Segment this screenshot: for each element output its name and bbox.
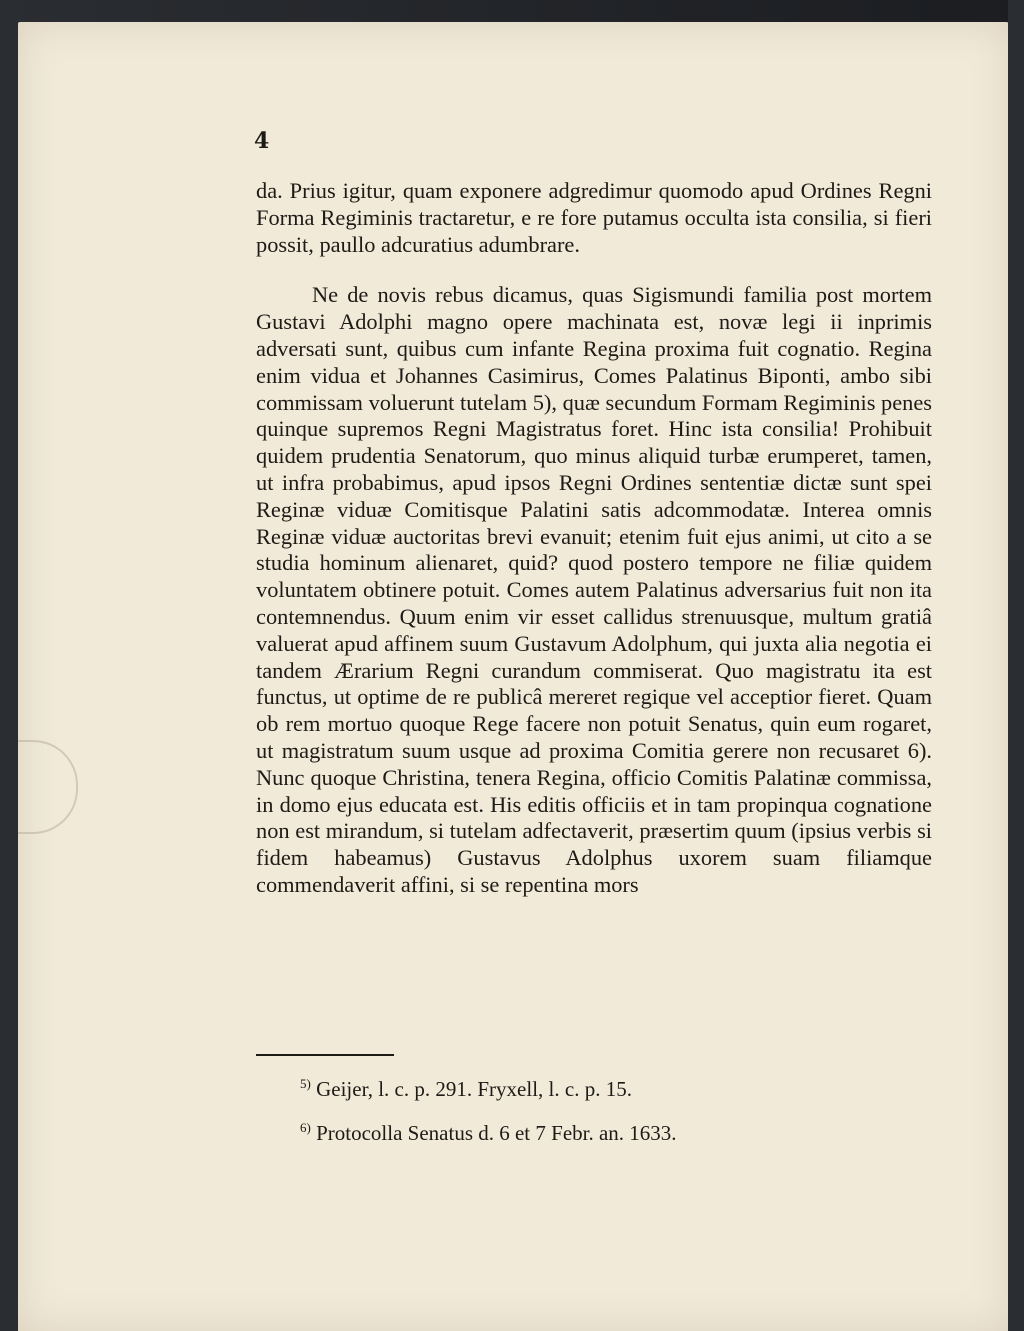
footnote-mark: 5): [300, 1076, 311, 1091]
body-text: [256, 178, 932, 899]
book-binding-edge: [1008, 0, 1024, 1331]
footnote-6: [300, 1120, 677, 1146]
footnote-mark: 6): [300, 1120, 311, 1135]
footnote-separator: [256, 1054, 394, 1056]
paragraph-1: da. Prius igitur, quam exponere adgredimur quomodo apud Ordines Regni Forma Regiminis tractaretur, e re fore putamus occulta ista consilia, si fieri possit, paullo adcuratius adumbrare.: [256, 178, 932, 257]
paragraph-2: Ne de novis rebus dicamus, quas Sigismundi familia post mortem Gustavi Adolphi magno opere machinata est, novæ legi ii inprimis adversati sunt, quibus cum infante Regina proxima fuit cognatio. Regina enim vidua et Johannes Casimirus, Comes Palatinus Biponti, ambo sibi commissam voluerunt tutelam 5), quæ secundum Formam Regiminis penes quinque supremos Regni Magistratus foret. Hinc ista consilia! Prohibuit quidem prudentia Senatorum, quo minus aliquid turbæ erumperet, tamen, ut infra probabimus, apud ipsos Regni Ordines sententiæ dictæ sunt spei Reginæ viduæ Comitisque Palatini satis adcommodatæ. Interea omnis Reginæ viduæ auctoritas brevi evanuit; etenim fuit ejus animi, ut cito a se studia hominum alienaret, quid? quod postero tempore ne filiæ quidem voluntatem obtinere potuit. Comes autem Palatinus adversarius fuit non ita contemnendus. Quum enim vir esset callidus strenuusque, multum gratiâ valuerat apud affinem suum Gustavum Adolphum, qui juxta alia negotia ei tandem Ærarium Regni curandum commiserat. Quo magistratu ita est functus, ut optime de re publicâ mereret regique vel acceptior fieret. Quam ob rem mortuo quoque Rege facere non potuit Senatus, quin eum rogaret, ut magistratum suum usque ad proxima Comitia gerere non recusaret 6). Nunc quoque Christina, tenera Regina, officio Comitis Palatinæ commissa, in domo ejus educata est. His editis officiis et in tam propinqua cognatione non est mirandum, si tutelam adfectaverit, præsertim quum (ipsius verbis si fidem habeamus) Gustavus Adolphus uxorem suam filiamque commendaverit affini, si se repentina mors: [256, 282, 932, 897]
footnote-text: Geijer, l. c. p. 291. Fryxell, l. c. p. 15.: [316, 1077, 632, 1101]
page-number: 4: [254, 128, 270, 154]
footnote-5: [300, 1076, 632, 1102]
footnote-text: Protocolla Senatus d. 6 et 7 Febr. an. 1633.: [316, 1121, 677, 1145]
